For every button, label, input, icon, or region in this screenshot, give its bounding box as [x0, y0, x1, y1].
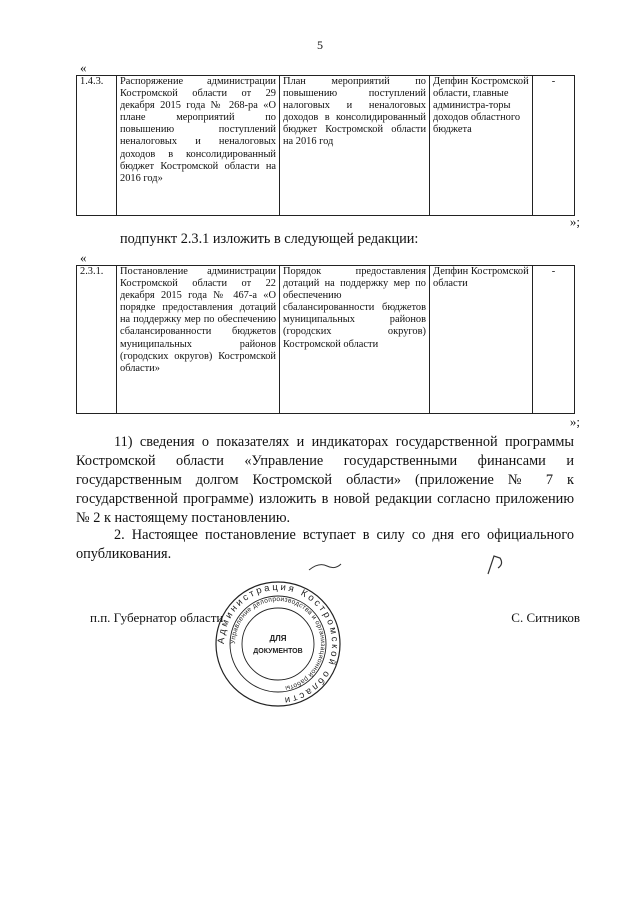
table-row — [77, 266, 575, 414]
quote-open-2: « — [80, 250, 87, 265]
stamp-inner-text: Управление делопроизводства и организационной работы — [229, 595, 327, 692]
signature-mark — [305, 556, 345, 576]
stamp-outer-text: Администрация Костромской области — [215, 581, 341, 706]
stamp-center-line-2: ДОКУМЕНТОВ — [253, 648, 303, 655]
stamp-center-line-1: ДЛЯ — [269, 634, 287, 643]
svg-text:Управление делопроизводства и — [230, 596, 326, 691]
executor-cell: Депфин Костромской области, главные администра-торы доходов областного бюджета — [430, 76, 533, 216]
paragraph-11: 11) сведения о показателях и индикаторах государственной программы Костромской области «Управление государственными финансами и государственным долгом Костромской области» (приложение № 7 к государственной программе) изложить в новой редакции согласно приложению № 2 к настоящему постановлению. — [76, 434, 574, 526]
title-cell: План мероприятий по повышению поступлений налоговых и неналоговых доходов в консолидированный бюджет Костромской области на 2016 год — [280, 76, 430, 216]
note-cell: - — [533, 76, 575, 216]
signatory-position: п.п. Губернатор области — [90, 610, 224, 625]
signature-mark — [480, 552, 510, 578]
note-cell: - — [533, 266, 575, 414]
document-cell: Распоряжение администрации Костромской области от 29 декабря 2015 года № 268-ра «О плане мероприятий по повышению поступлений неналоговых и неналоговых доходов в консолидированный бюджет Костромской области на 2016 год» — [117, 76, 280, 216]
quote-open-1: « — [80, 60, 87, 75]
document-cell: Постановление администрации Костромской области от 22 декабря 2015 года № 467-а «О порядке предоставления дотаций на поддержку мер по обеспечению сбалансированности бюджетов муниципальных районов (городских округов) Костромской области» — [117, 266, 280, 414]
official-stamp — [213, 579, 343, 709]
quote-close-1: »; — [569, 214, 580, 229]
page-number: 5 — [317, 38, 323, 52]
signatory-name: С. Ситников — [511, 610, 580, 625]
table-2 — [76, 265, 575, 414]
paragraph-2: 2. Настоящее постановление вступает в силу со дня его официального опубликования. — [76, 527, 574, 562]
title-cell: Порядок предоставления дотаций на поддержку мер по обеспечению сбалансированности бюджетов муниципальных районов (городских округов) Костромской области — [280, 266, 430, 414]
table-row — [77, 76, 575, 216]
row-number: 2.3.1. — [77, 266, 117, 414]
executor-cell: Депфин Костромской области — [430, 266, 533, 414]
quote-close-2: »; — [569, 414, 580, 429]
table-1 — [76, 75, 575, 216]
subpoint-intro: подпункт 2.3.1 изложить в следующей редакции: — [120, 231, 419, 247]
row-number: 1.4.3. — [77, 76, 117, 216]
